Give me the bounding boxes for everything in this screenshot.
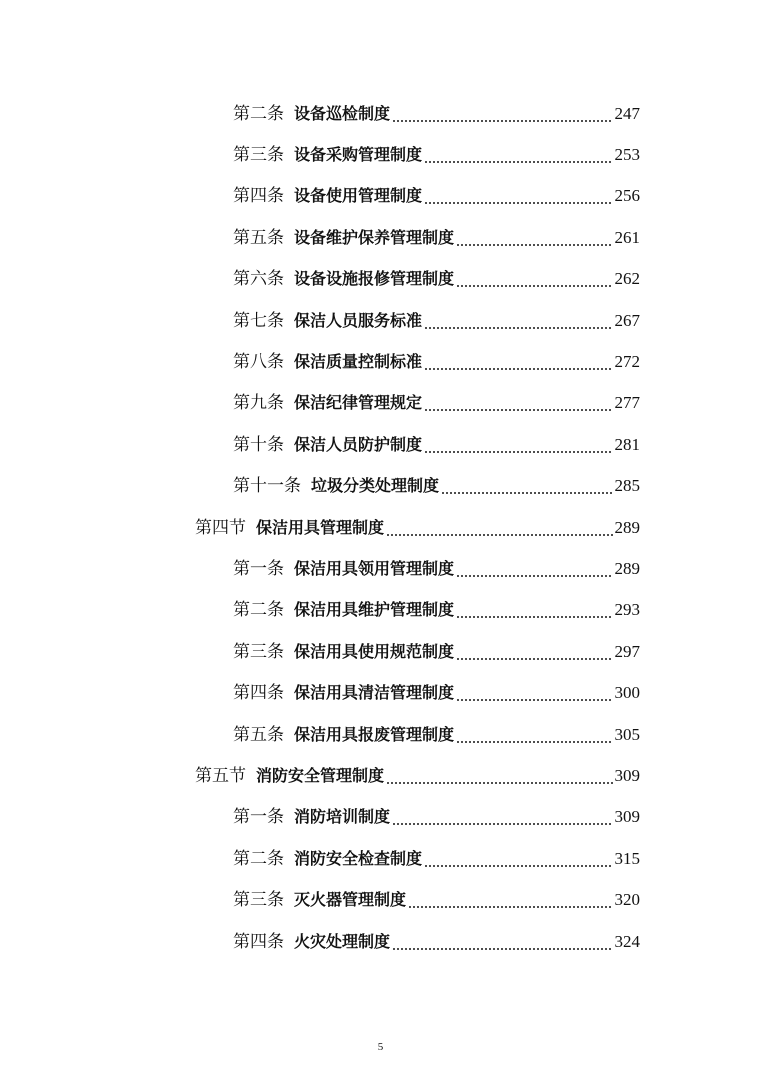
dot-leader [424, 202, 612, 204]
toc-entry-title: 消防培训制度 [294, 807, 391, 827]
toc-entry-page: 309 [614, 807, 640, 827]
toc-entry[interactable] [0, 424, 640, 465]
toc-entry-number: 第二条 [233, 600, 284, 621]
page-number: 5 [377, 1041, 384, 1053]
toc-section-title: 消防安全管理制度 [256, 765, 385, 785]
toc-entry-page: 262 [614, 269, 640, 289]
toc-section-entry[interactable] [0, 507, 640, 548]
toc-entry-title: 垃圾分类处理制度 [311, 476, 440, 496]
toc-entry-page: 305 [614, 724, 640, 744]
dot-leader [386, 534, 612, 536]
toc-entry-number: 第五条 [233, 227, 284, 248]
toc-entry-number: 第三条 [233, 641, 284, 662]
toc-entry-number: 第三条 [233, 890, 284, 911]
toc-entry-page: 300 [614, 683, 640, 703]
toc-entry-title: 保洁用具清洁管理制度 [294, 683, 455, 703]
toc-entry-page: 315 [614, 848, 640, 868]
toc-entry-number: 第一条 [233, 558, 284, 579]
dot-leader [424, 451, 612, 453]
toc-entry[interactable] [0, 341, 640, 382]
dot-leader [424, 161, 612, 163]
toc-entry-title: 保洁人员服务标准 [294, 310, 423, 330]
dot-leader [456, 741, 612, 743]
toc-entry-page: 281 [614, 434, 640, 454]
toc-section-page: 289 [614, 517, 640, 537]
dot-leader [392, 120, 612, 122]
toc-entry-number: 第五条 [233, 724, 284, 745]
toc-entry-title: 保洁纪律管理规定 [294, 393, 423, 413]
toc-entry[interactable] [0, 466, 640, 507]
toc-entry-number: 第四条 [233, 683, 284, 704]
toc-entry[interactable] [0, 672, 640, 713]
toc-entry-page: 289 [614, 558, 640, 578]
toc-entry-title: 灭火器管理制度 [294, 890, 407, 910]
toc-entry-page: 272 [614, 352, 640, 372]
toc-entry-title: 设备使用管理制度 [294, 186, 423, 206]
toc-section-title: 保洁用具管理制度 [256, 517, 385, 537]
dot-leader [456, 699, 612, 701]
dot-leader [456, 244, 612, 246]
toc-entry[interactable] [0, 259, 640, 300]
dot-leader [441, 492, 612, 494]
toc-entry-page: 267 [614, 310, 640, 330]
table-of-contents [0, 93, 761, 962]
toc-entry-page: 297 [614, 641, 640, 661]
toc-entry-page: 320 [614, 890, 640, 910]
dot-leader [408, 906, 612, 908]
toc-entry-title: 保洁人员防护制度 [294, 434, 423, 454]
toc-entry[interactable] [0, 134, 640, 175]
toc-entry-page: 324 [614, 931, 640, 951]
toc-entry[interactable] [0, 879, 640, 920]
toc-entry[interactable] [0, 631, 640, 672]
dot-leader [456, 575, 612, 577]
dot-leader [424, 327, 612, 329]
dot-leader [392, 823, 612, 825]
toc-entry-title: 火灾处理制度 [294, 931, 391, 951]
toc-entry-number: 第六条 [233, 269, 284, 290]
dot-leader [392, 948, 612, 950]
toc-entry-page: 285 [614, 476, 640, 496]
toc-entry-number: 第四条 [233, 186, 284, 207]
dot-leader [424, 368, 612, 370]
toc-entry-number: 第九条 [233, 393, 284, 414]
toc-entry-title: 保洁用具领用管理制度 [294, 558, 455, 578]
toc-entry-number: 第八条 [233, 352, 284, 373]
toc-entry-title: 保洁用具维护管理制度 [294, 600, 455, 620]
toc-entry-title: 保洁用具使用规范制度 [294, 641, 455, 661]
toc-entry-page: 261 [614, 227, 640, 247]
toc-entry[interactable] [0, 590, 640, 631]
toc-entry-title: 消防安全检查制度 [294, 848, 423, 868]
toc-entry-title: 设备设施报修管理制度 [294, 269, 455, 289]
toc-entry-title: 设备巡检制度 [294, 103, 391, 123]
toc-entry-title: 设备维护保养管理制度 [294, 227, 455, 247]
toc-section-number: 第五节 [195, 765, 246, 786]
toc-entry-title: 设备采购管理制度 [294, 145, 423, 165]
toc-entry[interactable] [0, 714, 640, 755]
toc-entry-number: 第四条 [233, 931, 284, 952]
toc-entry-page: 253 [614, 145, 640, 165]
toc-entry[interactable] [0, 300, 640, 341]
toc-entry[interactable] [0, 797, 640, 838]
dot-leader [456, 285, 612, 287]
toc-section-number: 第四节 [195, 517, 246, 538]
toc-entry-page: 256 [614, 186, 640, 206]
toc-entry-title: 保洁质量控制标准 [294, 352, 423, 372]
toc-entry[interactable] [0, 921, 640, 962]
toc-entry-number: 第十一条 [233, 476, 301, 497]
toc-entry[interactable] [0, 838, 640, 879]
toc-section-page: 309 [614, 765, 640, 785]
dot-leader [386, 782, 612, 784]
toc-entry[interactable] [0, 176, 640, 217]
toc-entry-number: 第二条 [233, 103, 284, 124]
toc-entry-page: 247 [614, 103, 640, 123]
toc-entry-title: 保洁用具报废管理制度 [294, 724, 455, 744]
toc-entry[interactable] [0, 217, 640, 258]
toc-entry-number: 第二条 [233, 848, 284, 869]
dot-leader [456, 658, 612, 660]
toc-entry-page: 293 [614, 600, 640, 620]
toc-entry[interactable] [0, 383, 640, 424]
dot-leader [424, 865, 612, 867]
dot-leader [424, 409, 612, 411]
toc-entry[interactable] [0, 548, 640, 589]
toc-entry-number: 第七条 [233, 310, 284, 331]
toc-section-entry[interactable] [0, 755, 640, 796]
toc-entry-number: 第三条 [233, 145, 284, 166]
toc-entry-page: 277 [614, 393, 640, 413]
toc-entry[interactable] [0, 93, 640, 134]
toc-entry-number: 第一条 [233, 807, 284, 828]
toc-entry-number: 第十条 [233, 434, 284, 455]
dot-leader [456, 616, 612, 618]
